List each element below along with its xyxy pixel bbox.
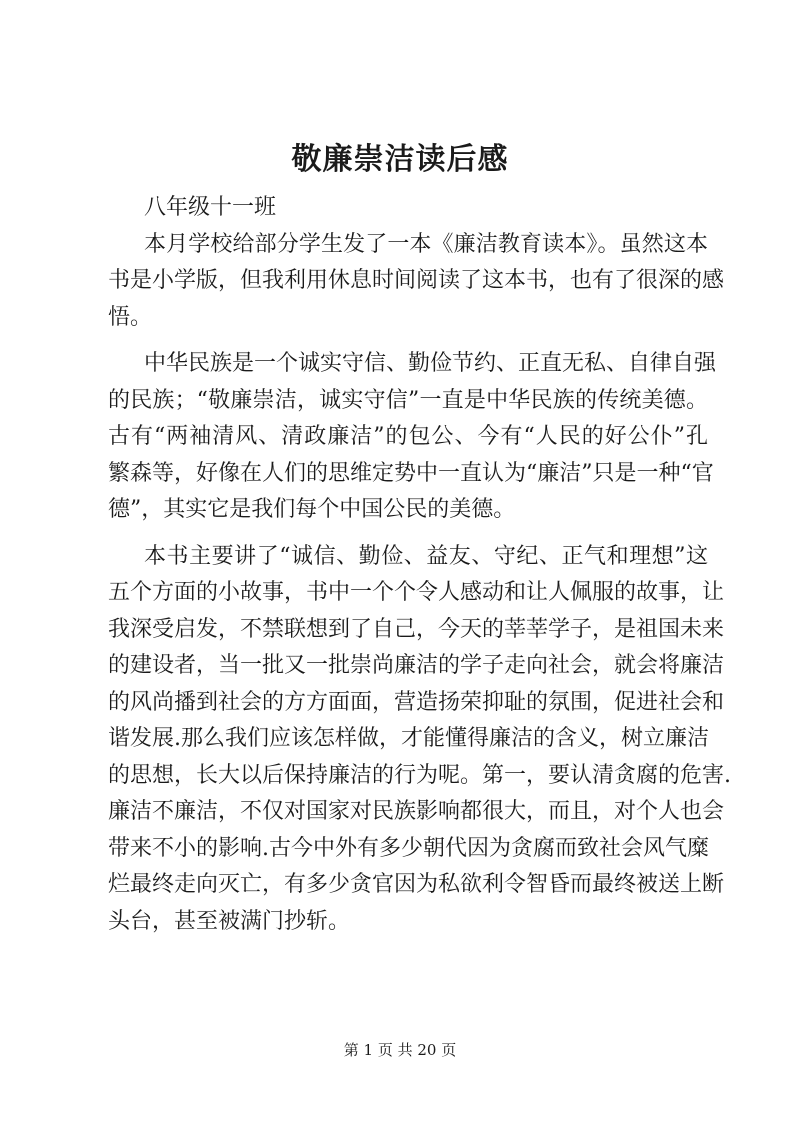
text-line: 带来不小的影响.古今中外有多少朝代因为贪腐而致社会风气糜 [108,835,709,861]
document-body [108,190,731,940]
text-line: 烂最终走向灭亡，有多少贪官因为私欲利令智昏而最终被送上断 [108,872,725,897]
text-line: 本书主要讲了“诚信、勤俭、益友、守纪、正气和理想”这 [144,543,708,569]
text-line: 繁森等，好像在人们的思维定势中一直认为“廉洁”只是一种“官 [108,460,714,486]
text-line: 德”，其实它是我们每个中国公民的美德。 [108,497,516,522]
page-indicator: 第 1 页 共 20 页 [343,1041,457,1059]
text-line: 的民族；“敬廉崇洁，诚实守信”一直是中华民族的传统美德。 [108,387,708,413]
text-line: 的思想，长大以后保持廉洁的行为呢。第一，要认清贪腐的危害. [108,762,731,788]
text-line: 本月学校给部分学生发了一本《廉洁教育读本》。虽然这本 [144,231,708,257]
paragraph-2 [108,346,717,529]
text-line: 书是小学版，但我利用休息时间阅读了这本书，也有了很深的感 [108,268,725,293]
text-line: 五个方面的小故事，书中一个个令人感动和让人佩服的故事，让 [108,580,725,605]
paragraph-1 [108,227,725,337]
class-line: 八年级十一班 [144,195,277,220]
text-line: 头台，甚至被满门抄斩。 [108,908,351,934]
paragraph-gap [108,336,708,346]
text-line: 的建设者，当一批又一批崇尚廉洁的学子走向社会，就会将廉洁 [108,653,725,678]
text-line: 谐发展.那么我们应该怎样做，才能懂得廉洁的含义，树立廉洁 [108,726,709,751]
paragraph-3 [108,539,731,941]
text-line: 我深受启发，不禁联想到了自己，今天的莘莘学子，是祖国未来 [108,616,725,642]
text-line: 中华民族是一个诚实守信、勤俭节约、正直无私、自律自强 [144,351,717,376]
document-title: 敬廉崇洁读后感 [291,142,509,177]
text-line: 悟。 [108,304,153,330]
text-line: 的风尚播到社会的方方面面，营造扬荣抑耻的氛围，促进社会和 [108,689,725,715]
paragraph-gap [108,529,708,539]
text-line: 古有“两袖清风、清政廉洁”的包公、今有“人民的好公仆”孔 [108,424,708,449]
text-line: 廉洁不廉洁，不仅对国家对民族影响都很大，而且，对个人也会 [108,799,725,824]
